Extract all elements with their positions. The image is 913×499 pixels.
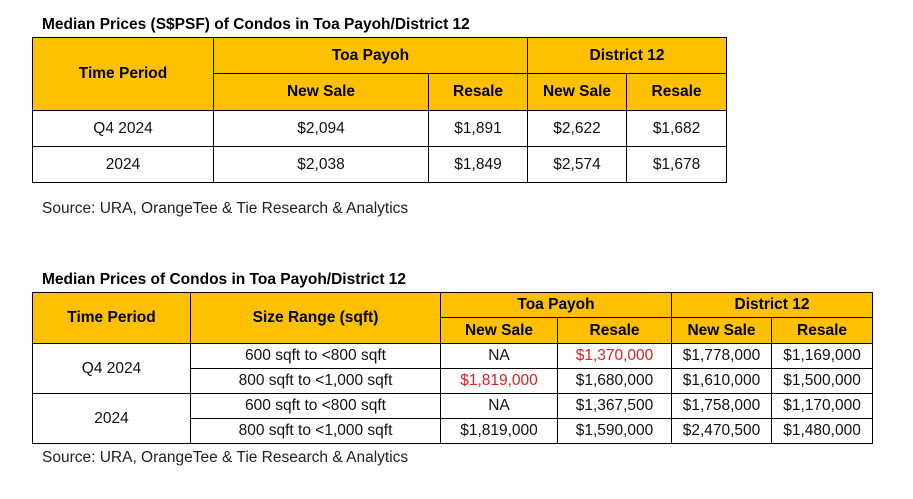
table1-title: Median Prices (S$PSF) of Condos in Toa Payoh/District 12 [42, 16, 470, 33]
header-time-period: Time Period [33, 293, 191, 344]
header-tp-resale: Resale [429, 74, 528, 111]
tp-new-cell: NA [441, 344, 558, 369]
header-size-range: Size Range (sqft) [191, 293, 441, 344]
tp-resale-cell: $1,680,000 [558, 369, 672, 394]
size-cell: 800 sqft to <1,000 sqft [191, 369, 441, 394]
d12-new-cell: $1,778,000 [672, 344, 772, 369]
price-by-size-table [32, 292, 873, 444]
d12-resale-cell: $1,678 [627, 147, 727, 183]
psf-prices-table [32, 37, 727, 183]
table-row [33, 147, 727, 183]
size-cell: 800 sqft to <1,000 sqft [191, 419, 441, 444]
tp-resale-cell: $1,891 [429, 111, 528, 147]
table2-title: Median Prices of Condos in Toa Payoh/District 12 [42, 271, 407, 288]
tp-resale-cell: $1,367,500 [558, 394, 672, 419]
tp-resale-cell: $1,849 [429, 147, 528, 183]
period-cell: 2024 [33, 394, 191, 444]
header-d12-resale: Resale [627, 74, 727, 111]
tp-new-cell: $1,819,000 [441, 419, 558, 444]
d12-resale-cell: $1,480,000 [772, 419, 873, 444]
header-d12-new-sale: New Sale [528, 74, 627, 111]
table1-source: Source: URA, OrangeTee & Tie Research & Analytics [42, 200, 409, 217]
header-toa-payoh: Toa Payoh [441, 293, 672, 318]
size-cell: 600 sqft to <800 sqft [191, 394, 441, 419]
d12-new-cell: $1,610,000 [672, 369, 772, 394]
tp-resale-cell-highlighted: $1,370,000 [558, 344, 672, 369]
d12-new-cell: $2,470,500 [672, 419, 772, 444]
d12-new-cell: $2,574 [528, 147, 627, 183]
header-toa-payoh: Toa Payoh [214, 38, 528, 74]
tp-new-cell: $2,094 [214, 111, 429, 147]
period-cell: Q4 2024 [33, 111, 214, 147]
table2-source: Source: URA, OrangeTee & Tie Research & Analytics [42, 449, 409, 466]
table-row [33, 394, 873, 419]
tp-new-cell: $2,038 [214, 147, 429, 183]
header-d12-resale: Resale [772, 318, 873, 344]
d12-resale-cell: $1,170,000 [772, 394, 873, 419]
header-tp-resale: Resale [558, 318, 672, 344]
d12-new-cell: $2,622 [528, 111, 627, 147]
size-cell: 600 sqft to <800 sqft [191, 344, 441, 369]
table-row [33, 344, 873, 369]
header-tp-new-sale: New Sale [441, 318, 558, 344]
header-district-12: District 12 [672, 293, 873, 318]
header-tp-new-sale: New Sale [214, 74, 429, 111]
period-cell: Q4 2024 [33, 344, 191, 394]
d12-resale-cell: $1,169,000 [772, 344, 873, 369]
tp-resale-cell: $1,590,000 [558, 419, 672, 444]
tp-new-cell: NA [441, 394, 558, 419]
d12-resale-cell: $1,500,000 [772, 369, 873, 394]
d12-resale-cell: $1,682 [627, 111, 727, 147]
period-cell: 2024 [33, 147, 214, 183]
d12-new-cell: $1,758,000 [672, 394, 772, 419]
table-row [33, 111, 727, 147]
header-d12-new-sale: New Sale [672, 318, 772, 344]
header-time-period: Time Period [33, 38, 214, 111]
tp-new-cell-highlighted: $1,819,000 [441, 369, 558, 394]
header-district-12: District 12 [528, 38, 727, 74]
